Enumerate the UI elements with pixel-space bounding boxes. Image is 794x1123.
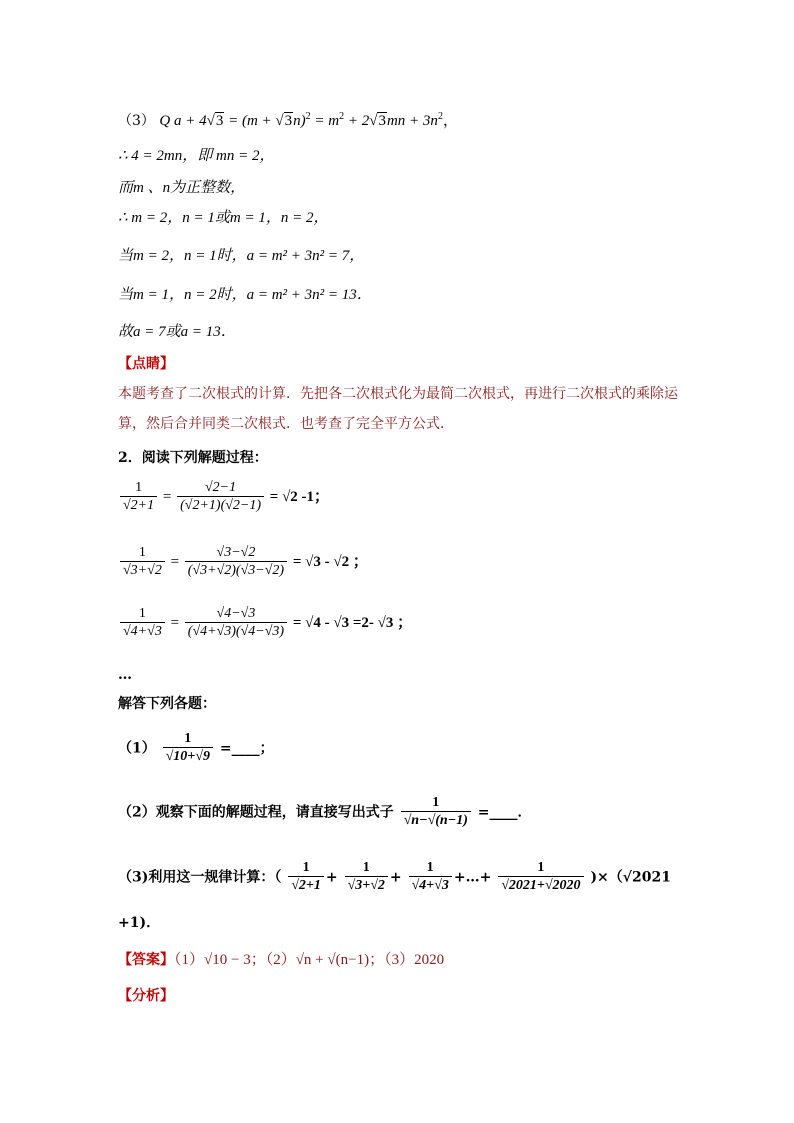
question-2	[118, 795, 531, 830]
q3-term: $\frac{1}{√2021+√2020}$	[498, 860, 583, 895]
part3-label: （3）	[118, 113, 155, 129]
part3-equation-1: Q $a + 4√3 = (m + √3n)^2 = m^2 + 2√3mn + 3n^2$，	[159, 111, 458, 129]
part3-line3: 而m 、n为正整数，	[118, 180, 246, 196]
q1-label: （1）	[118, 740, 156, 757]
eq2-result: = √3 - √2 ；	[292, 553, 368, 570]
question-3-line2: +1)．	[118, 915, 161, 931]
q3-term: $\frac{1}{√2+1}$	[288, 860, 324, 895]
answer-line	[118, 950, 444, 970]
problem2-eq2: $\frac{1}{√3+√2}$ = $\frac{√3-√2}{(√3+√2)(√3-√2)}$ = √3 - √2 ；	[118, 545, 368, 580]
eq2-frac-mid: $\frac{√3-√2}{(√3+√2)(√3-√2)}$	[185, 545, 287, 580]
part3-line2: ∴ 4 = 2mn，即 mn = 2，	[118, 148, 275, 164]
problem2-eq3: $\frac{1}{√4+√3}$ = $\frac{√4-√3}{(√4+√3)(√4-√3)}$ = √4 - √3 =2- √3 ；	[118, 606, 412, 641]
comment-text-1: 本题考查了二次根式的计算．先把各二次根式化为最简二次根式，再进行二次根式的乘除运	[118, 386, 678, 402]
q3-tail: )×（√2021	[590, 869, 671, 886]
q3-text: （3)利用这一规律计算：（	[118, 869, 282, 886]
q2-text: （2）观察下面的解题过程，请直接写出式子	[118, 804, 394, 821]
answer-label: 【答案】	[118, 952, 174, 968]
ellipsis: …	[118, 667, 132, 683]
part3-line6: 当m = 1，n = 2时，a = m² + 3n² = 13．	[118, 287, 372, 303]
comment-text-2: 算，然后合并同类二次根式．也考查了完全平方公式．	[118, 416, 454, 432]
problem2-eq1: $\frac{1}{√2+1}$ = $\frac{√2-1}{(√2+1)(√2-1)}$ = √2 -1；	[118, 480, 329, 515]
comment-heading: 【点睛】	[118, 356, 174, 372]
part3-line7: 故a = 7或a = 13．	[118, 324, 236, 340]
eq3-frac-mid: $\frac{√4-√3}{(√4+√3)(√4-√3)}$	[185, 606, 287, 641]
q2-blank: =____．	[477, 804, 532, 821]
eq1-frac-mid: $\frac{√2-1}{(√2+1)(√2-1)}$	[177, 480, 264, 515]
eq2-frac-left: $\frac{1}{√3+√2}$	[120, 545, 165, 580]
eq3-frac-left: $\frac{1}{√4+√3}$	[120, 606, 165, 641]
q1-blank: =____；	[219, 740, 274, 757]
q3-term: $\frac{1}{√4+√3}$	[409, 860, 452, 895]
analysis-label: 【分析】	[118, 988, 174, 1004]
part3-line1	[118, 107, 458, 131]
q3-term: $\frac{1}{√3+√2}$	[345, 860, 388, 895]
part3-line4: ∴ m = 2，n = 1或m = 1，n = 2，	[118, 210, 329, 226]
question-3: （3)利用这一规律计算：（ $\frac{1}{√2+1}$ + $\frac{1}{√3+√2}$ + $\frac{1}{√4+√3}$ +…+ $\frac{1}{√2021+√2020}$ )×（√2021	[118, 860, 671, 893]
q1-fraction: $\frac{1}{√10+√9}$	[163, 731, 213, 766]
eq1-frac-left: $\frac{1}{√2+1}$	[120, 480, 157, 515]
question-1	[118, 731, 274, 766]
q2-fraction: $\frac{1}{√n-√(n-1)}$	[401, 795, 471, 830]
part3-line5: 当m = 2，n = 1时，a = m² + 3n² = 7，	[118, 248, 365, 264]
problem2-title: 2．阅读下列解题过程：	[118, 450, 268, 466]
eq3-result: = √4 - √3 =2- √3 ；	[292, 614, 413, 631]
eq1-result: = √2 -1；	[269, 488, 330, 505]
answer-text: （1）√10 − 3；（2）√n + √(n−1)；（3）2020	[174, 952, 445, 968]
answer-prompt: 解答下列各题：	[118, 696, 216, 712]
